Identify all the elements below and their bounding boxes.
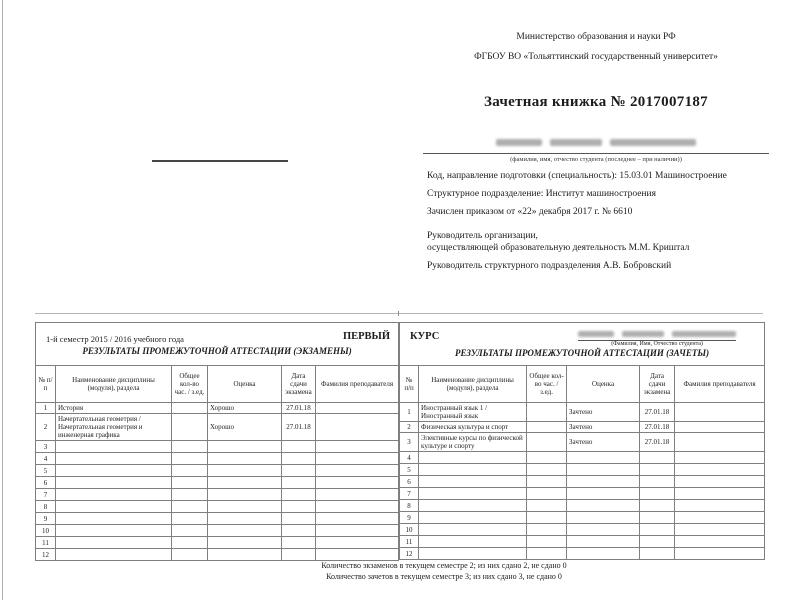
table-cell: История [56, 403, 172, 414]
table-row [36, 489, 399, 501]
table-cell [56, 549, 172, 561]
table-row [400, 500, 765, 512]
table-cell [675, 536, 765, 548]
table-row [400, 433, 765, 452]
enrolled-line: Зачислен приказом от «22» декабря 2017 г. № 6610 [427, 207, 633, 217]
university-line: ФГБОУ ВО «Тольяттинский государственный университет» [474, 52, 718, 62]
table-row [36, 414, 399, 441]
table-cell [640, 512, 675, 524]
credits-summary-line: Количество зачетов в текущем семестре 3; из них сдано 3, не сдано 0 [326, 572, 562, 581]
table-cell [282, 453, 316, 465]
credits-section-title: РЕЗУЛЬТАТЫ ПРОМЕЖУТОЧНОЙ АТТЕСТАЦИИ (ЗАЧЕТЫ) [455, 348, 710, 358]
table-row [36, 549, 399, 561]
table-cell [282, 477, 316, 489]
table-cell [567, 464, 640, 476]
table-cell [316, 414, 399, 441]
table-cell [675, 464, 765, 476]
exams-summary-line: Количество экзаменов в текущем семестре 2; из них сдано 2, не сдано 0 [321, 561, 567, 570]
col-teacher: Фамилия преподавателя [316, 366, 399, 403]
table-cell: 6 [400, 476, 419, 488]
table-cell [316, 403, 399, 414]
table-cell [567, 452, 640, 464]
table-cell [567, 524, 640, 536]
table-cell [282, 441, 316, 453]
table-row [400, 422, 765, 433]
table-cell [640, 536, 675, 548]
ministry-line: Министерство образования и науки РФ [516, 32, 676, 42]
table-cell [419, 524, 527, 536]
table-cell: 10 [36, 525, 56, 537]
table-cell: Иностранный язык 1 / Иностранный язык [419, 403, 527, 422]
table-cell: Хорошо [208, 414, 282, 441]
table-cell [208, 477, 282, 489]
table-cell: Элективные курсы по физической культуре и спорту [419, 433, 527, 452]
table-cell [675, 452, 765, 464]
table-cell [282, 549, 316, 561]
table-cell [527, 433, 567, 452]
col-hours: Общее кол-во час. / з.ед. [527, 366, 567, 403]
credits-header-band [400, 323, 765, 366]
table-cell [527, 422, 567, 433]
table-row [36, 465, 399, 477]
table-cell [419, 476, 527, 488]
record-section [35, 322, 763, 558]
table-cell: 9 [400, 512, 419, 524]
table-cell [567, 548, 640, 560]
table-cell: Начертательная геометрия / Начертательная геометрия и инженерная графика [56, 414, 172, 441]
table-row [36, 441, 399, 453]
table-cell [172, 537, 208, 549]
table-row [400, 403, 765, 422]
table-cell [675, 488, 765, 500]
table-cell [56, 489, 172, 501]
division-line: Структурное подразделение: Институт машиностроения [427, 189, 656, 199]
table-cell [675, 524, 765, 536]
col-grade: Оценка [208, 366, 282, 403]
table-cell [56, 453, 172, 465]
table-cell [172, 441, 208, 453]
table-row [400, 476, 765, 488]
table-cell [208, 549, 282, 561]
table-cell: Физическая культура и спорт [419, 422, 527, 433]
head-org-line2: осуществляющей образовательную деятельность М.М. Криштал [427, 243, 690, 253]
credits-column-header-row [400, 366, 765, 403]
table-cell: 4 [36, 453, 56, 465]
table-cell [316, 453, 399, 465]
table-row [400, 548, 765, 560]
table-cell [282, 513, 316, 525]
table-cell [316, 477, 399, 489]
col-date: Дата сдачи экзамена [282, 366, 316, 403]
table-cell: 11 [400, 536, 419, 548]
redacted-name-bars [496, 139, 696, 146]
semester-label: 1-й семестр 2015 / 2016 учебного года [46, 334, 184, 344]
table-row [400, 452, 765, 464]
table-cell [419, 464, 527, 476]
col-grade: Оценка [567, 366, 640, 403]
booklet-title: Зачетная книжка № 2017007187 [483, 94, 708, 110]
table-cell [172, 465, 208, 477]
table-cell: 3 [400, 433, 419, 452]
table-cell [282, 525, 316, 537]
table-cell [527, 524, 567, 536]
table-cell [675, 548, 765, 560]
table-cell [208, 501, 282, 513]
table-cell [172, 403, 208, 414]
table-cell: 11 [36, 537, 56, 549]
col-teacher: Фамилия преподавателя [675, 366, 765, 403]
table-cell [675, 433, 765, 452]
col-discipline: Наименование дисциплины (модуля), раздела [419, 366, 527, 403]
table-cell: 12 [36, 549, 56, 561]
table-cell [316, 525, 399, 537]
table-cell [527, 476, 567, 488]
table-cell [56, 525, 172, 537]
table-cell [419, 548, 527, 560]
record-student-caption: (Фамилия, Имя, Отчество студента) [611, 341, 703, 347]
table-cell: 2 [36, 414, 56, 441]
table-cell [640, 452, 675, 464]
table-cell: 5 [400, 464, 419, 476]
table-cell: 7 [36, 489, 56, 501]
table-cell [419, 500, 527, 512]
table-row [400, 536, 765, 548]
table-cell [316, 501, 399, 513]
table-cell [419, 536, 527, 548]
table-cell [208, 537, 282, 549]
table-row [400, 488, 765, 500]
table-cell [316, 489, 399, 501]
table-row [36, 501, 399, 513]
table-cell [567, 512, 640, 524]
table-cell: 27.01.18 [282, 403, 316, 414]
table-cell [208, 489, 282, 501]
table-cell [172, 414, 208, 441]
table-cell: Хорошо [208, 403, 282, 414]
table-cell: 9 [36, 513, 56, 525]
table-cell [56, 501, 172, 513]
cover-section [403, 26, 789, 271]
table-cell [419, 452, 527, 464]
table-cell [675, 512, 765, 524]
table-cell: 8 [36, 501, 56, 513]
col-num: № п/п [400, 366, 419, 403]
table-cell: Зачтено [567, 433, 640, 452]
table-cell [316, 537, 399, 549]
table-cell [316, 549, 399, 561]
table-cell [316, 513, 399, 525]
table-cell [640, 464, 675, 476]
signature-line [152, 160, 288, 162]
summary-section [35, 560, 763, 582]
redacted-name-bars [578, 331, 736, 337]
table-cell [675, 403, 765, 422]
table-cell: Зачтено [567, 403, 640, 422]
table-cell [675, 476, 765, 488]
speciality-line: Код, направление подготовки (специальность): 15.03.01 Машиностроение [427, 171, 727, 181]
table-cell [419, 488, 527, 500]
student-name-caption: (фамилия, имя, отчество студента (последнее – при наличии)) [510, 156, 682, 163]
col-num: № п/п [36, 366, 56, 403]
page-left-edge [2, 0, 3, 600]
table-cell [208, 525, 282, 537]
col-date: Дата сдачи экзамена [640, 366, 675, 403]
exams-header-band [36, 323, 399, 366]
table-row [400, 524, 765, 536]
table-row [36, 453, 399, 465]
table-cell [527, 536, 567, 548]
table-cell: 27.01.18 [282, 414, 316, 441]
table-cell: 1 [36, 403, 56, 414]
table-cell [56, 465, 172, 477]
table-cell [282, 537, 316, 549]
table-row [400, 464, 765, 476]
table-cell [316, 441, 399, 453]
table-cell [56, 477, 172, 489]
course-word: КУРС [410, 331, 440, 342]
student-name-redacted [423, 133, 769, 154]
table-cell: 12 [400, 548, 419, 560]
credits-table [399, 322, 765, 560]
table-cell [208, 513, 282, 525]
table-cell: 10 [400, 524, 419, 536]
col-discipline: Наименование дисциплины (модуля), раздела [56, 366, 172, 403]
table-cell: 2 [400, 422, 419, 433]
exams-section-title: РЕЗУЛЬТАТЫ ПРОМЕЖУТОЧНОЙ АТТЕСТАЦИИ (ЭКЗАМЕНЫ) [82, 346, 352, 356]
table-cell [56, 537, 172, 549]
table-cell: 27.01.18 [640, 433, 675, 452]
table-cell [208, 441, 282, 453]
table-row [36, 403, 399, 414]
table-cell: 3 [36, 441, 56, 453]
table-cell [172, 513, 208, 525]
table-row [36, 513, 399, 525]
table-cell [640, 548, 675, 560]
col-hours: Общее кол-во час. / з.ед. [172, 366, 208, 403]
table-cell [208, 453, 282, 465]
table-cell [172, 549, 208, 561]
table-cell [527, 512, 567, 524]
page-split-tick [398, 311, 399, 316]
table-cell [675, 500, 765, 512]
table-cell [527, 500, 567, 512]
table-cell [172, 525, 208, 537]
table-cell [282, 501, 316, 513]
student-name-block [403, 133, 789, 163]
table-cell [527, 452, 567, 464]
exams-column-header-row [36, 366, 399, 403]
table-cell [527, 488, 567, 500]
table-cell: 5 [36, 465, 56, 477]
table-cell [282, 465, 316, 477]
table-row [36, 477, 399, 489]
head-org-line1: Руководитель организации, [427, 231, 538, 241]
table-cell [640, 500, 675, 512]
table-cell [208, 465, 282, 477]
head-division-line: Руководитель структурного подразделения А.В. Бобровский [427, 261, 672, 271]
table-row [36, 537, 399, 549]
table-cell [172, 501, 208, 513]
table-row [400, 512, 765, 524]
table-cell [567, 536, 640, 548]
course-word-first: ПЕРВЫЙ [342, 331, 391, 342]
table-cell: 6 [36, 477, 56, 489]
table-cell [640, 524, 675, 536]
exams-table [35, 322, 399, 561]
table-cell [172, 489, 208, 501]
table-cell [316, 465, 399, 477]
table-cell: 27.01.18 [640, 403, 675, 422]
table-cell: 8 [400, 500, 419, 512]
table-cell [567, 476, 640, 488]
table-cell: Зачтено [567, 422, 640, 433]
table-cell [527, 464, 567, 476]
table-cell [567, 500, 640, 512]
table-cell: 27.01.18 [640, 422, 675, 433]
table-cell: 1 [400, 403, 419, 422]
page-split-rule [35, 313, 763, 314]
table-cell [172, 453, 208, 465]
table-cell [527, 403, 567, 422]
table-cell [527, 548, 567, 560]
table-cell [640, 488, 675, 500]
table-cell [56, 513, 172, 525]
table-cell [640, 476, 675, 488]
table-cell [567, 488, 640, 500]
table-cell: 4 [400, 452, 419, 464]
table-cell [282, 489, 316, 501]
table-cell [172, 477, 208, 489]
table-cell [56, 441, 172, 453]
table-cell [675, 422, 765, 433]
record-student-name-block [552, 331, 762, 348]
table-cell: 7 [400, 488, 419, 500]
table-row [36, 525, 399, 537]
table-cell [419, 512, 527, 524]
